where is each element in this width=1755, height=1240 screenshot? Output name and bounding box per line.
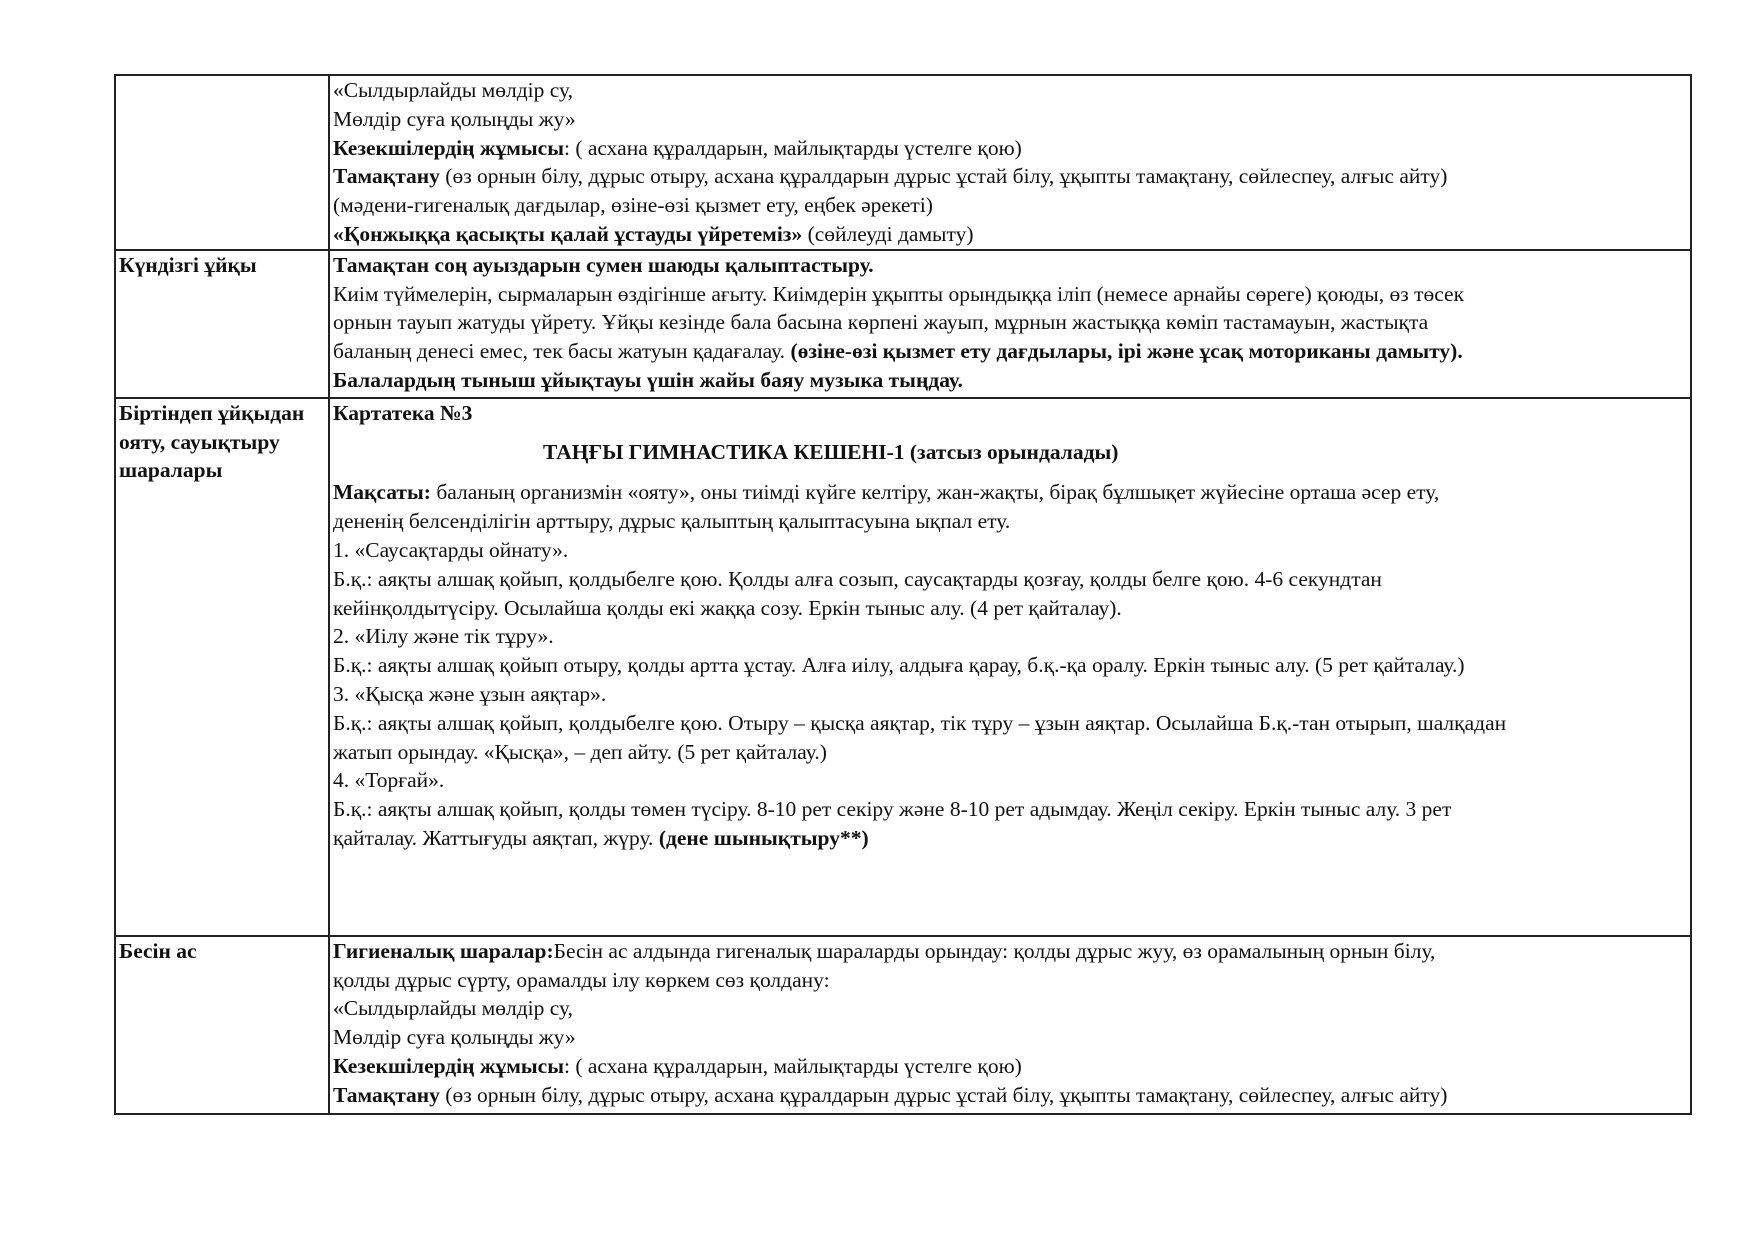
card-number: Картатека №3 [333, 400, 473, 425]
row-label: Күндізгі ұйқы [115, 250, 329, 398]
exercise-line: Б.қ.: аяқты алшақ қойып, қолды төмен түсіру. 8-10 рет секіру және 8-10 рет адымдау. Жеңіл секіру. Еркін тыныс алу. 3 рет [333, 797, 1452, 822]
row-content [329, 398, 1691, 936]
exercise-line: Б.қ.: аяқты алшақ қойып отыру, қолды артта ұстау. Алға иілу, алдыға қарау, б.қ.-қа оралу. Еркін тыныс алу. (5 рет қайталау.) [333, 653, 1465, 678]
poem-line: «Сылдырлайды мөлдір су, [333, 78, 574, 102]
poem-line: Мөлдір суға қолыңды жу» [333, 1025, 576, 1050]
text-line: Гигиеналық шаралар:Бесін ас алдында гигеналық шараларды орындау: қолды дұрыс жуу, өз орамалының орнын білу, [333, 938, 1436, 963]
exercise-line: 2. «Иілу және тік тұру». [333, 624, 554, 649]
table-row [115, 936, 1691, 1114]
row-content [329, 936, 1691, 1114]
table-row [115, 75, 1691, 250]
text-line: дененің белсенділігін арттыру, дұрыс қалыптың қалыптасуына ықпал ету. [333, 509, 1011, 534]
text-line: Кезекшілердің жұмысы: ( асхана құралдарын, майлықтарды үстелге қою) [333, 135, 1022, 160]
text-line: орнын тауып жатуды үйрету. Ұйқы кезінде бала басына көрпені жауып, мұрнын жастыққа көміп тастамауын, жастықта [333, 310, 1429, 335]
text-line: Тамақтан соң ауыздарын сумен шаюды қалыптастыру. [333, 252, 874, 277]
section-title: ТАҢҒЫ ГИМНАСТИКА КЕШЕНІ-1 (затсыз орындалады) [543, 439, 1119, 464]
poem-line: «Сылдырлайды мөлдір су, [333, 996, 574, 1021]
exercise-line: 1. «Саусақтарды ойнату». [333, 537, 569, 562]
exercise-line: кейінқолдытүсіру. Осылайша қолды екі жаққа созу. Еркін тыныс алу. (4 рет қайталау). [333, 595, 1122, 620]
table-row [115, 398, 1691, 936]
text-line: қолды дұрыс сүрту, орамалды ілу көркем сөз қолдану: [333, 967, 830, 992]
poem-line: Мөлдір суға қолыңды жу» [333, 106, 576, 131]
exercise-line: 4. «Торғай». [333, 768, 445, 793]
row-label [115, 75, 329, 250]
text-line: «Қонжыққа қасықты қалай ұстауды үйретеміз» (сөйлеуді дамыту) [333, 221, 974, 246]
schedule-table [114, 74, 1692, 1115]
exercise-line: жатып орындау. «Қысқа», – деп айту. (5 рет қайталау.) [333, 739, 827, 764]
exercise-line: қайталау. Жаттығуды аяқтап, жүру. (дене шынықтыру**) [333, 825, 869, 850]
exercise-line: Б.қ.: аяқты алшақ қойып, қолдыбелге қою. Қолды алға созып, саусақтарды қозғау, қолды белге қою. 4-6 секундтан [333, 566, 1382, 591]
row-content [329, 250, 1691, 398]
row-label: Біртіндеп ұйқыдан ояту, сауықтыру шаралары [115, 398, 329, 936]
exercise-line: Б.қ.: аяқты алшақ қойып, қолдыбелге қою. Отыру – қысқа аяқтар, тік тұру – ұзын аяқтар. Осылайша Б.қ.-тан отырып, шалқадан [333, 710, 1507, 735]
text-line: баланың денесі емес, тек басы жатуын қадағалау. (өзіне-өзі қызмет ету дағдылары, ірі және ұсақ моториканы дамыту). [333, 339, 1463, 364]
text-line: (мәдени-гигеналық дағдылар, өзіне-өзі қызмет ету, еңбек әрекеті) [333, 193, 933, 218]
table-row [115, 250, 1691, 398]
text-line: Киім түймелерін, сырмаларын өздігінше ағыту. Киімдерін ұқыпты орындыққа іліп (немесе арнайы сөреге) қоюды, өз төсек [333, 281, 1465, 306]
row-label: Бесін ас [115, 936, 329, 1114]
row-content [329, 75, 1691, 250]
text-line: Балалардың тыныш ұйықтауы үшін жайы баяу музыка тыңдау. [333, 367, 963, 392]
text-line: Кезекшілердің жұмысы: ( асхана құралдарын, майлықтарды үстелге қою) [333, 1053, 1022, 1078]
text-line: Тамақтану (өз орнын білу, дұрыс отыру, асхана құралдарын дұрыс ұстай білу, ұқыпты тамақтану, сөйлеспеу, алғыс айту) [333, 164, 1448, 189]
text-line: Мақсаты: баланың организмін «ояту», оны тиімді күйге келтіру, жан-жақты, бірақ бұлшықет жүйесіне орташа әсер ету, [333, 480, 1440, 505]
exercise-line: 3. «Қысқа және ұзын аяқтар». [333, 681, 607, 706]
text-line: Тамақтану (өз орнын білу, дұрыс отыру, асхана құралдарын дұрыс ұстай білу, ұқыпты тамақтану, сөйлеспеу, алғыс айту) [333, 1082, 1448, 1107]
